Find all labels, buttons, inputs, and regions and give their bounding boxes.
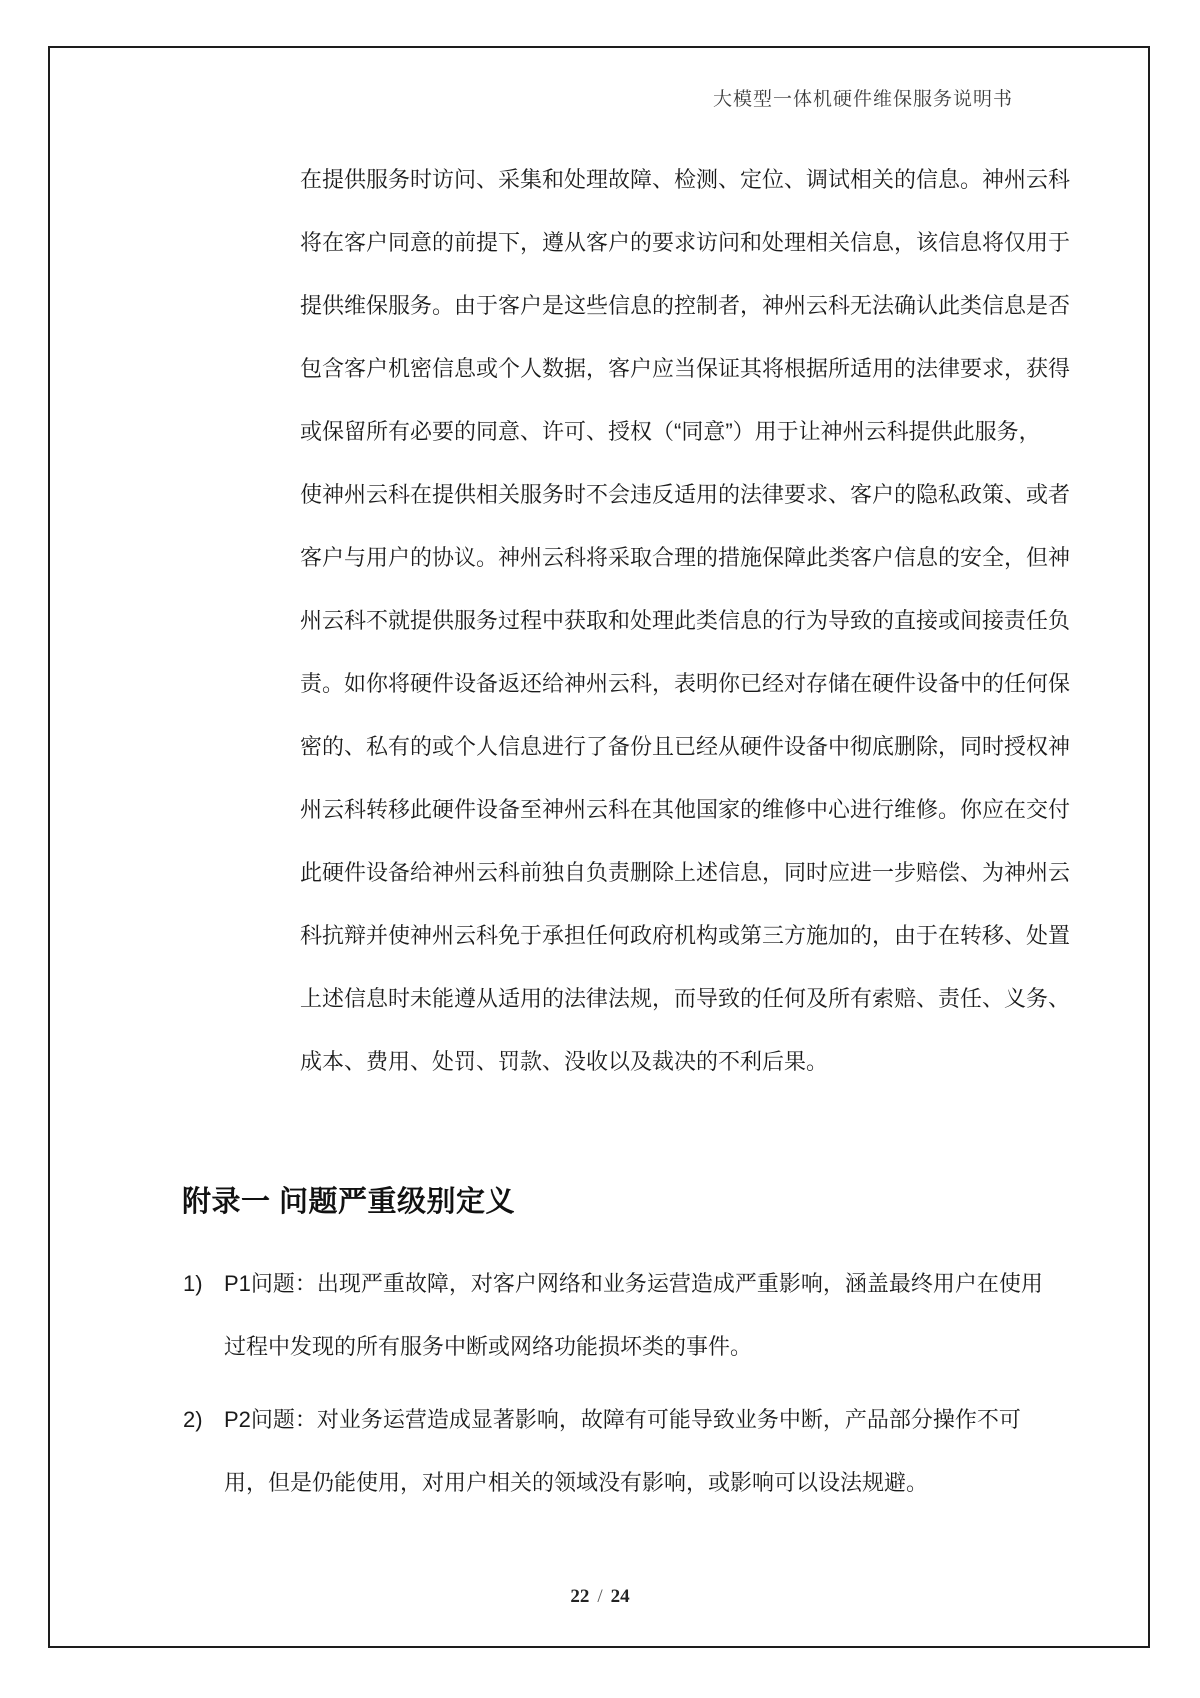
page-number-total: 24 (610, 1586, 630, 1607)
paragraph-line: 包含客户机密信息或个人数据，客户应当保证其将根据所适用的法律要求，获得 (300, 356, 1071, 381)
list-item-line: P2问题：对业务运营造成显著影响，故障有可能导致业务中断，产品部分操作不可 (224, 1407, 1021, 1432)
appendix-heading: 附录一 问题严重级别定义 (182, 1186, 516, 1218)
list-item-p1 (183, 1252, 1043, 1378)
list-item-p2 (183, 1388, 1021, 1514)
paragraph-line: 州云科转移此硬件设备至神州云科在其他国家的维修中心进行维修。你应在交付 (300, 797, 1071, 822)
list-marker: 1) (183, 1271, 203, 1296)
paragraph-line: 密的、私有的或个人信息进行了备份且已经从硬件设备中彻底删除，同时授权神 (300, 734, 1071, 759)
page-header-title: 大模型一体机硬件维保服务说明书 (712, 89, 1013, 110)
list-item-line: P1问题：出现严重故障，对客户网络和业务运营造成严重影响，涵盖最终用户在使用 (224, 1271, 1043, 1296)
paragraph-line: 科抗辩并使神州云科免于承担任何政府机构或第三方施加的，由于在转移、处置 (300, 923, 1071, 948)
paragraph-line: 提供维保服务。由于客户是这些信息的控制者，神州云科无法确认此类信息是否 (300, 293, 1071, 318)
paragraph-line: 将在客户同意的前提下，遵从客户的要求访问和处理相关信息，该信息将仅用于 (300, 230, 1071, 255)
page-number-separator: / (597, 1586, 603, 1607)
body-paragraph (300, 148, 1071, 1093)
list-item-line: 用，但是仍能使用，对用户相关的领域没有影响，或影响可以设法规避。 (224, 1470, 929, 1495)
paragraph-line: 在提供服务时访问、采集和处理故障、检测、定位、调试相关的信息。神州云科 (300, 167, 1071, 192)
paragraph-line: 客户与用户的协议。神州云科将采取合理的措施保障此类客户信息的安全，但神 (300, 545, 1071, 570)
list-item-text (224, 1388, 1021, 1514)
paragraph-line: 成本、费用、处罚、罚款、没收以及裁决的不利后果。 (300, 1049, 829, 1074)
paragraph-line: 上述信息时未能遵从适用的法律法规，而导致的任何及所有索赔、责任、义务、 (300, 986, 1071, 1011)
paragraph-line: 责。如你将硬件设备返还给神州云科，表明你已经对存储在硬件设备中的任何保 (300, 671, 1071, 696)
paragraph-line: 或保留所有必要的同意、许可、授权（“同意”）用于让神州云科提供此服务， (300, 419, 1041, 444)
page-footer (0, 1586, 1200, 1608)
page-number-current: 22 (570, 1586, 590, 1607)
paragraph-line: 此硬件设备给神州云科前独自负责删除上述信息，同时应进一步赔偿、为神州云 (300, 860, 1071, 885)
list-marker: 2) (183, 1407, 203, 1432)
list-item-line: 过程中发现的所有服务中断或网络功能损坏类的事件。 (224, 1334, 753, 1359)
paragraph-line: 州云科不就提供服务过程中获取和处理此类信息的行为导致的直接或间接责任负 (300, 608, 1071, 633)
list-item-text (224, 1252, 1043, 1378)
paragraph-line: 使神州云科在提供相关服务时不会违反适用的法律要求、客户的隐私政策、或者 (300, 482, 1071, 507)
